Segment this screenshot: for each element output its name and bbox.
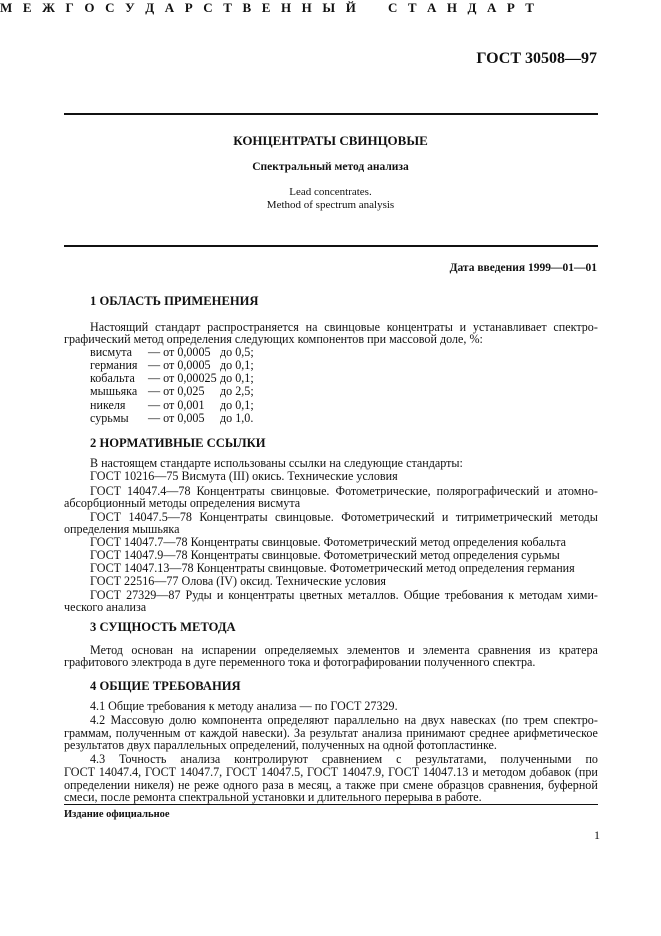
word: из [539, 643, 551, 657]
word: реже [193, 778, 219, 792]
text-line: ГОСТ 10216—75 Висмута (III) окись. Технические условия [90, 469, 398, 483]
title-rule [64, 245, 598, 247]
component-name: кобальта [90, 371, 135, 385]
word: и [545, 484, 552, 498]
word: ГОСТ [307, 765, 339, 779]
word: определении [64, 778, 131, 792]
banner-letter: С [105, 0, 115, 15]
text-line: определения мышьяка [64, 522, 180, 536]
page-number: 1 [594, 828, 600, 842]
word: каждой [199, 726, 238, 740]
word: навески). [242, 726, 290, 740]
word: принимают [406, 726, 466, 740]
word: двух [421, 713, 446, 727]
text-line: ГОСТ 14047.7—78 Концентраты свинцовые. Фотометрический метод определения кобальта [90, 535, 567, 549]
word: а [335, 778, 342, 792]
word: 27329—87 [126, 588, 181, 602]
word: трем [523, 713, 548, 727]
banner-letter: Т [525, 0, 534, 15]
word: сравнения [477, 643, 531, 657]
banner-letter: Ы [322, 0, 336, 15]
section-1-paragraph-line2: графический метод определения следующих компонентов при массовой доле, %: [64, 332, 483, 346]
word: арифметическое [513, 726, 598, 740]
component-to: до 0,5; [220, 345, 254, 359]
banner-word-standard [388, 0, 534, 16]
word: цветных [299, 588, 343, 602]
word: концентраты [386, 320, 453, 334]
word: Метод [90, 643, 123, 657]
word: анализа [362, 726, 403, 740]
word: ГОСТ [226, 765, 258, 779]
word: долю [169, 713, 197, 727]
banner-letter: Р [506, 0, 515, 15]
word: полученным [115, 726, 181, 740]
component-from: — от 0,001 [148, 398, 205, 412]
word: ГОСТ [90, 588, 122, 602]
component-to: до 0,1; [220, 398, 254, 412]
banner-letter: Т [407, 0, 417, 15]
banner-letter: С [388, 0, 398, 15]
banner-letter: Н [280, 0, 292, 15]
word: и [459, 320, 467, 334]
word: металлов. [347, 588, 399, 602]
word: и [216, 588, 224, 602]
word: месяц, [297, 778, 332, 792]
word: 4.3 [90, 752, 106, 766]
banner-letter: Е [22, 0, 32, 15]
text-line: абсорбционный методы определения висмута [64, 496, 301, 510]
official-edition-label: Издание официальное [64, 809, 170, 820]
word: методам [519, 588, 563, 602]
word: буферной [548, 778, 598, 792]
banner-letter: Р [184, 0, 193, 15]
component-name: никеля [90, 398, 126, 412]
word: 14047.4—78 [127, 484, 191, 498]
word: с [396, 752, 402, 766]
word: и [441, 510, 449, 524]
banner-letter: О [84, 0, 95, 15]
component-name: мышьяка [90, 384, 138, 398]
banner-letter: Н [446, 0, 458, 15]
component-to: до 0,1; [220, 371, 254, 385]
word: Фотометрические, [335, 484, 431, 498]
word: раза [262, 778, 284, 792]
word: спектро- [553, 320, 598, 334]
word: на [181, 643, 194, 657]
word: методом [482, 765, 526, 779]
word: 14047.5, [260, 765, 304, 779]
word: сравнением [321, 752, 383, 766]
banner-letter: Е [261, 0, 271, 15]
word: определяемых [264, 643, 339, 657]
word: методы [559, 510, 598, 524]
word: ГОСТ [64, 765, 96, 779]
word: полярографический [436, 484, 540, 498]
word: и [408, 643, 415, 657]
word: основан [131, 643, 173, 657]
text-line: ческого анализа [64, 600, 147, 614]
component-name: сурьмы [90, 411, 129, 425]
word: параллельно [334, 713, 399, 727]
word: никеля) [134, 778, 174, 792]
word: Фотометрический [341, 510, 435, 524]
word: Общие [403, 588, 440, 602]
banner-letter: Н [301, 0, 312, 15]
word: ГОСТ [388, 765, 420, 779]
text-line: ГОСТ 14047.9—78 Концентраты свинцовые. Фотометрический метод определения сурьмы [90, 548, 560, 562]
word: одного [223, 778, 259, 792]
word: Руды [185, 588, 212, 602]
word: на [404, 713, 417, 727]
component-from: — от 0,0005 [148, 358, 211, 372]
word: ГОСТ [90, 510, 122, 524]
word: при [379, 778, 399, 792]
text-line: ГОСТ 14047.13—78 Концентраты свинцовые. Фотометрический метод определения германия [90, 561, 575, 575]
text-line: смеси, после ремонта спектральной установки и длительного перерыва в работе. [64, 790, 482, 804]
component-from: — от 0,005 [148, 411, 205, 425]
word: титриметрический [455, 510, 553, 524]
word: 14047.7, [179, 765, 223, 779]
section-3-heading: 3 СУЩНОСТЬ МЕТОДА [90, 620, 236, 634]
word: ГОСТ [90, 484, 122, 498]
word: Массовую [110, 713, 164, 727]
word: свинцовые [324, 320, 380, 334]
text-line: ГОСТ 22516—77 Олова (IV) оксид. Технические условия [90, 574, 386, 588]
banner-letter: Ж [42, 0, 55, 15]
word: спектро- [553, 713, 598, 727]
word: Концентраты [196, 484, 265, 498]
word: смене [402, 778, 434, 792]
header-rule [64, 113, 598, 115]
word: полученными [500, 752, 572, 766]
banner-letter: М [0, 0, 13, 15]
word: 14047.13 [422, 765, 469, 779]
component-from: — от 0,00025 [148, 371, 217, 385]
banner-letter: У [125, 0, 135, 15]
text-line: 4.1 Общие требования к методу анализа — по ГОСТ 27329. [90, 699, 398, 713]
word: в [288, 778, 294, 792]
word: ГОСТ [145, 765, 177, 779]
word: кратера [558, 643, 598, 657]
word: навесках [450, 713, 497, 727]
interstate-standard-banner [0, 0, 534, 16]
component-to: до 0,1; [220, 358, 254, 372]
text-line [90, 588, 598, 603]
component-from: — от 0,025 [148, 384, 205, 398]
word: 4.2 [90, 713, 106, 727]
banner-word-interstate [0, 0, 356, 16]
word: требования [444, 588, 504, 602]
document-title: КОНЦЕНТРАТЫ СВИНЦОВЫЕ [233, 133, 428, 148]
word: сравнения, [488, 778, 544, 792]
word: от [184, 726, 196, 740]
word: свинцовые. [275, 510, 334, 524]
banner-letter: Д [467, 0, 477, 15]
banner-letter: В [242, 0, 252, 15]
word: по [585, 752, 598, 766]
section-1-heading: 1 ОБЛАСТЬ ПРИМЕНЕНИЯ [90, 294, 259, 308]
word: к [508, 588, 515, 602]
component-name: висмута [90, 345, 133, 359]
word: на [305, 320, 318, 334]
footer-rule [64, 804, 598, 805]
section-4-heading: 4 ОБЩИЕ ТРЕБОВАНИЯ [90, 679, 241, 693]
word: анализа [180, 752, 221, 766]
introduction-date: Дата введения 1999—01—01 [449, 262, 597, 274]
word: Точность [119, 752, 167, 766]
english-title-line2: Method of spectrum analysis [266, 199, 395, 211]
section-2-heading: 2 НОРМАТИВНЫЕ ССЫЛКИ [90, 436, 266, 450]
component-name: германия [90, 358, 138, 372]
banner-letter: Т [223, 0, 232, 15]
word: концентраты [228, 588, 295, 602]
document-number: ГОСТ 30508—97 [476, 50, 597, 67]
word: контролируют [234, 752, 308, 766]
word: испарении [201, 643, 257, 657]
document-subtitle: Спектральный метод анализа [252, 161, 409, 173]
word: 14047.9, [341, 765, 385, 779]
text-line: В настоящем стандарте использованы ссылки на следующие стандарты: [90, 456, 463, 470]
component-from: — от 0,0005 [148, 345, 211, 359]
word: стандарт [155, 320, 201, 334]
word: 14047.5—78 [128, 510, 192, 524]
word: элементов [346, 643, 400, 657]
word: также [345, 778, 376, 792]
word: компонента [201, 713, 263, 727]
banner-letter: Й [345, 0, 356, 15]
word: элемента [422, 643, 470, 657]
word: устанавливает [472, 320, 547, 334]
word: Концентраты [199, 510, 268, 524]
word: свинцовые. [270, 484, 330, 498]
word: атомно- [557, 484, 598, 498]
banner-letter: Г [65, 0, 74, 15]
word: и [472, 765, 479, 779]
banner-letter: А [164, 0, 175, 15]
word: не [177, 778, 190, 792]
word: результат [309, 726, 359, 740]
word: результатами, [415, 752, 487, 766]
word: 14047.4, [98, 765, 142, 779]
word: распространяется [207, 320, 299, 334]
banner-letter: А [427, 0, 437, 15]
banner-letter: Д [145, 0, 155, 15]
word: среднее [469, 726, 510, 740]
text-line: результатов двух параллельных определений, полученных на одной фотопластинке. [64, 738, 497, 752]
english-title-line1: Lead concentrates. [289, 186, 372, 198]
word: определяют [267, 713, 329, 727]
word: За [294, 726, 306, 740]
word: граммам, [64, 726, 112, 740]
component-to: до 2,5; [220, 384, 254, 398]
word: Настоящий [90, 320, 149, 334]
word: добавок [529, 765, 571, 779]
component-to: до 1,0. [220, 411, 254, 425]
word: хими- [567, 588, 598, 602]
word: (при [574, 765, 598, 779]
banner-letter: С [203, 0, 213, 15]
word: (по [501, 713, 519, 727]
text-line: графитового электрода в дуге переменного тока и фотографировании полученного спектра. [64, 655, 536, 669]
banner-letter: А [486, 0, 497, 15]
word: образцов [437, 778, 484, 792]
